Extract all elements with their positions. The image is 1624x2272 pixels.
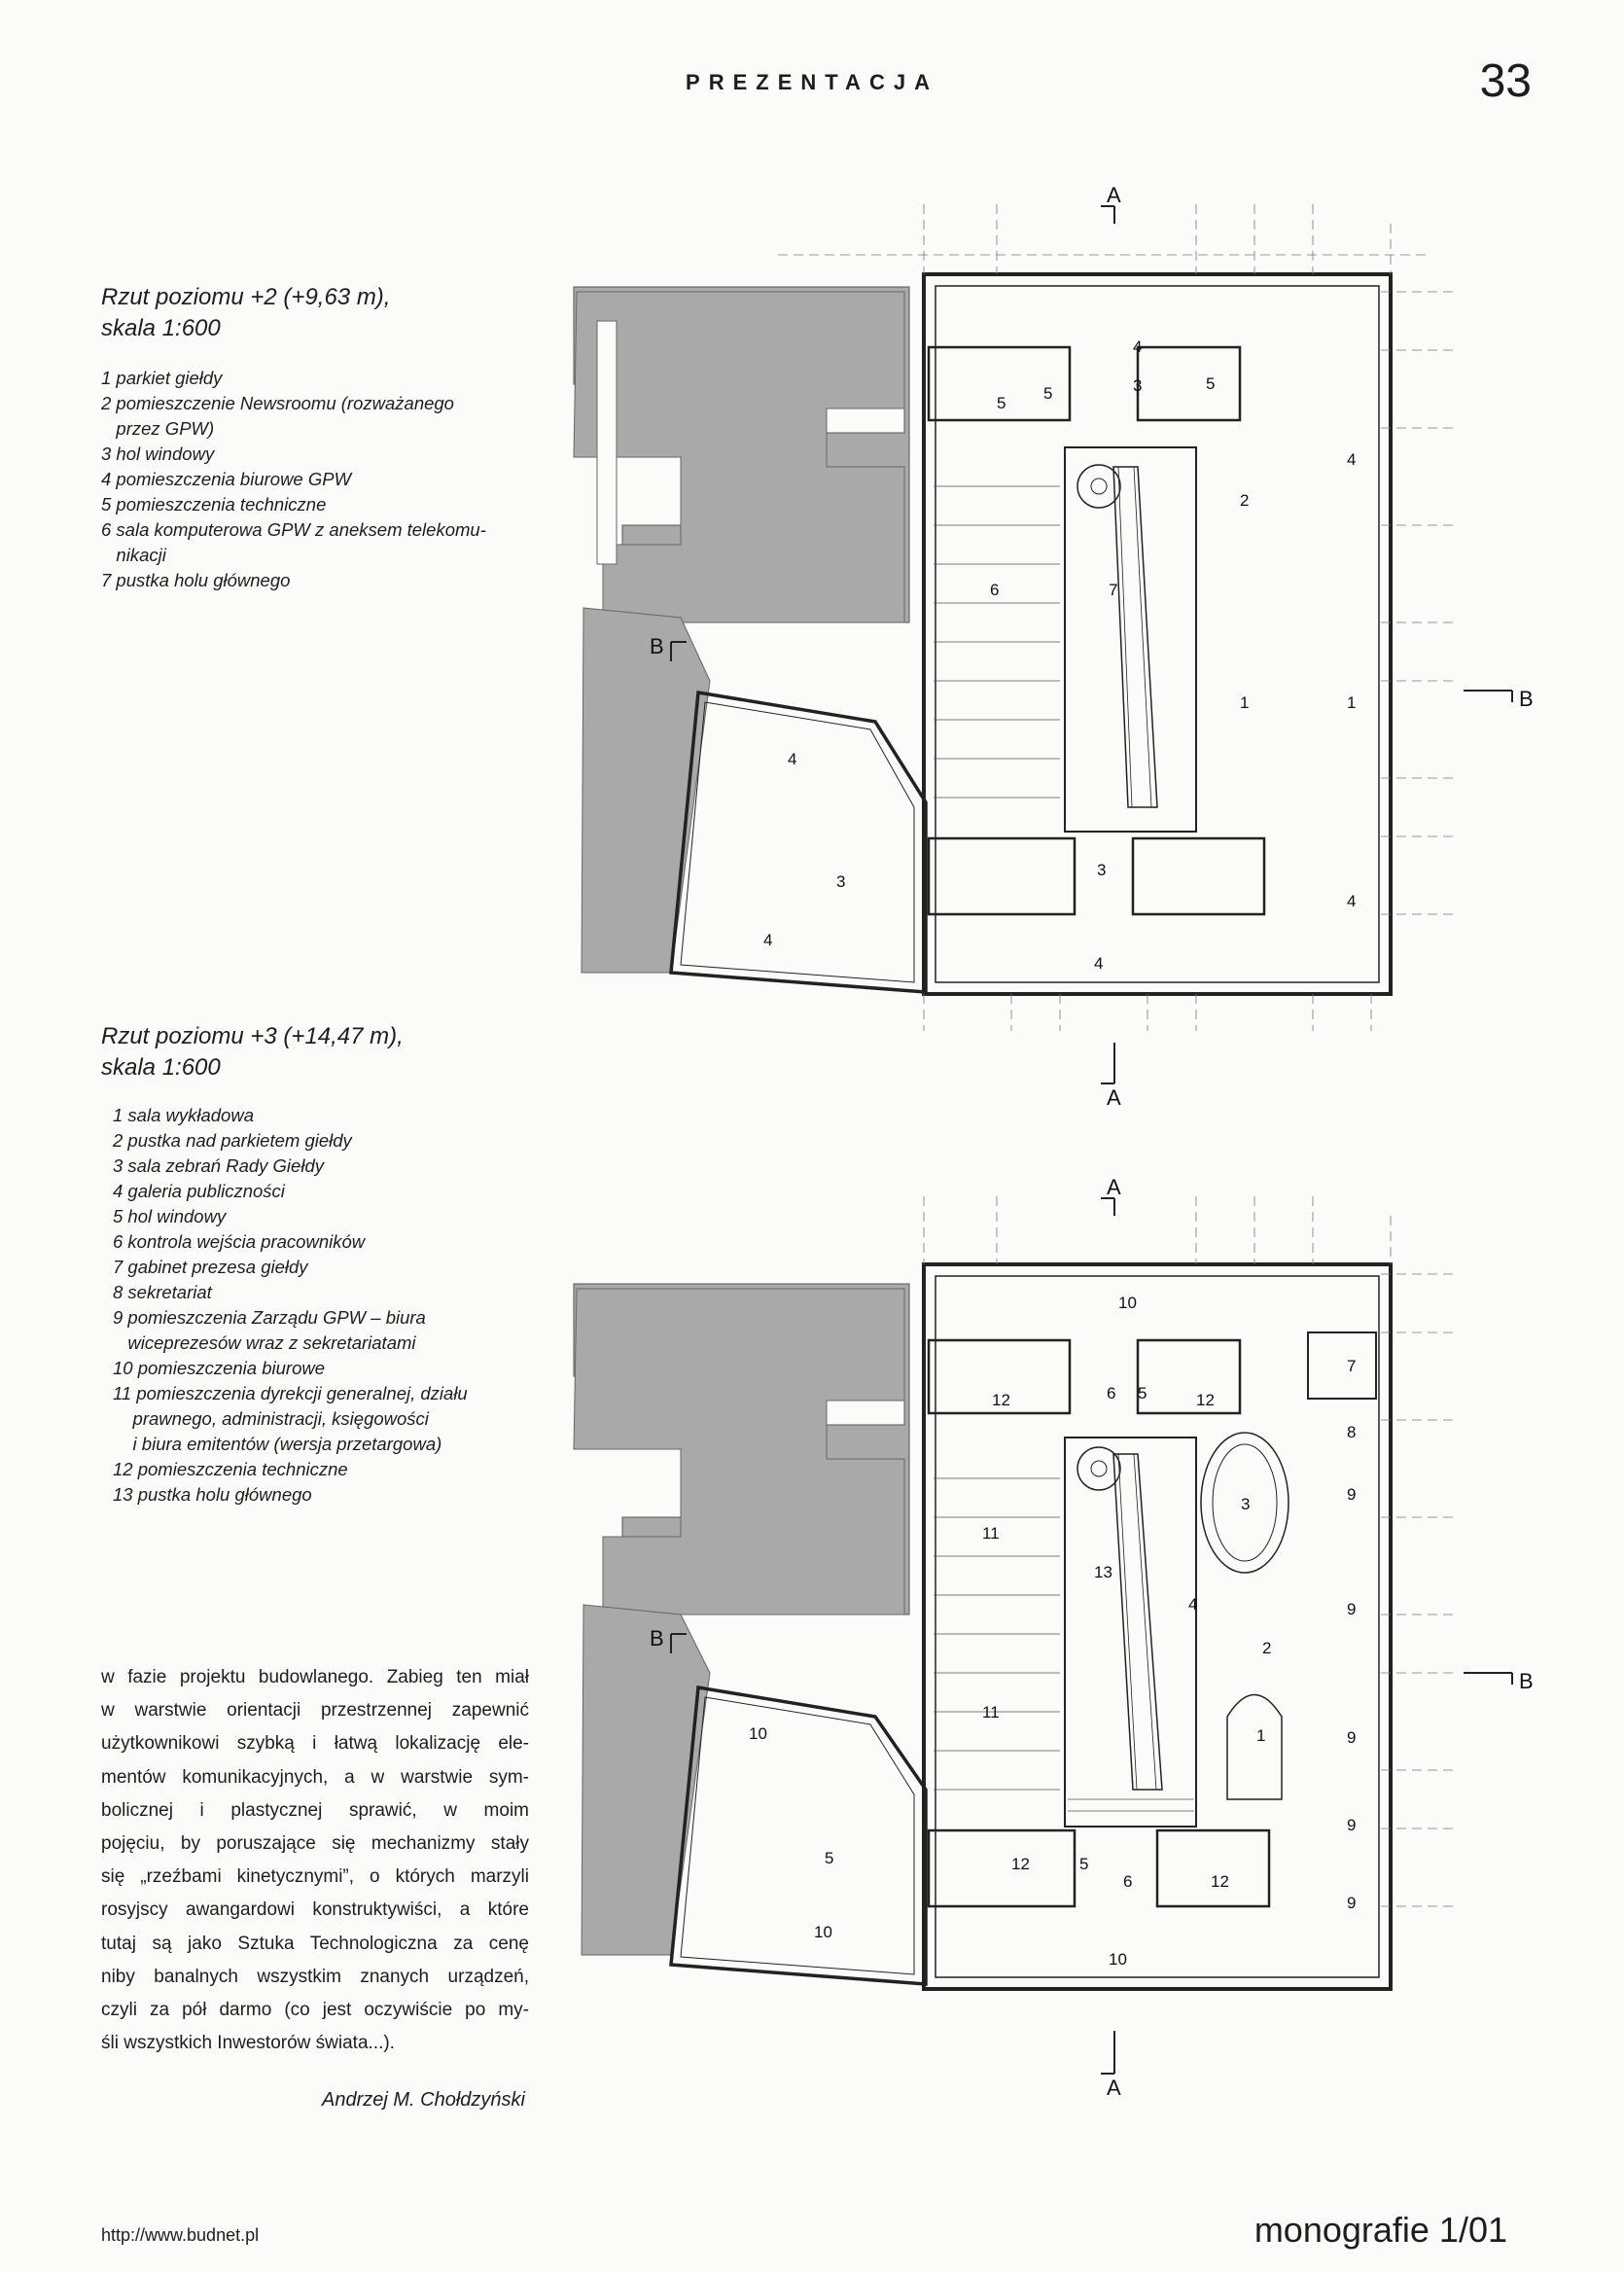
room-label: 5: [1043, 384, 1053, 403]
legend-item: 1 sala wykładowa: [113, 1105, 254, 1125]
room-label: 1: [1240, 693, 1250, 712]
legend-item: 4 pomieszczenia biurowe GPW: [101, 469, 352, 489]
room-label: 9: [1347, 1894, 1357, 1912]
room-label: 10: [1109, 1950, 1127, 1969]
room-label: 6: [1107, 1384, 1116, 1402]
article-line: w fazie projektu budowlanego. Zabieg ten miał: [101, 1667, 529, 1687]
article-line: tutaj są jako Sztuka Technologiczna za cenę: [101, 1933, 529, 1954]
legend-item: 2 pustka nad parkietem giełdy: [113, 1130, 352, 1151]
floor-plan-b: [574, 1196, 1512, 2074]
article-line: śli wszystkich Inwestorów świata...).: [101, 2033, 395, 2054]
room-label: 9: [1347, 1816, 1357, 1834]
room-label: 6: [990, 581, 1000, 599]
room-label: 13: [1094, 1563, 1112, 1581]
room-label: 10: [814, 1923, 832, 1941]
plan-b-title-line2: skala 1:600: [101, 1054, 221, 1081]
plan-b-section-b-left: B: [650, 1626, 664, 1651]
room-label: 7: [1347, 1357, 1357, 1375]
floor-plan-a: [574, 204, 1512, 1083]
room-label: 12: [992, 1391, 1010, 1409]
legend-item: 1 parkiet giełdy: [101, 368, 223, 388]
room-label: 11: [982, 1703, 1000, 1722]
article-line: niby banalnych wszystkim znanych urządzeń,: [101, 1966, 529, 1987]
footer-url: http://www.budnet.pl: [101, 2225, 260, 2245]
legend-item: 12 pomieszczenia techniczne: [113, 1459, 348, 1479]
legend-item: i biura emitentów (wersja przetargowa): [113, 1434, 442, 1454]
footer-magazine: monografie 1/01: [1253, 2210, 1507, 2250]
room-label: 7: [1109, 581, 1118, 599]
room-label: 11: [982, 1524, 1000, 1543]
room-label: 4: [763, 931, 773, 949]
room-label: 5: [1079, 1855, 1089, 1873]
legend-item: 13 pustka holu głównego: [113, 1484, 312, 1505]
room-label: 1: [1347, 693, 1357, 712]
article-line: mentów komunikacyjnych, a w warstwie sym-: [101, 1766, 529, 1788]
room-label: 12: [1211, 1872, 1229, 1891]
room-label: 4: [1133, 337, 1143, 356]
section-header: PREZENTACJA: [686, 70, 938, 94]
room-label: 5: [1138, 1384, 1147, 1402]
plan-b-section-a-top: A: [1107, 1175, 1121, 1199]
room-label: 5: [997, 394, 1006, 412]
legend-item: 4 galeria publiczności: [113, 1181, 285, 1201]
article-line: pojęciu, by poruszające się mechanizmy stały: [101, 1833, 529, 1855]
legend-item: 6 kontrola wejścia pracowników: [113, 1231, 366, 1252]
room-label: 5: [1206, 374, 1216, 393]
room-label: 1: [1256, 1726, 1266, 1745]
legend-item: 9 pomieszczenia Zarządu GPW – biura: [113, 1307, 426, 1328]
plan-a-section-b-right: B: [1519, 687, 1534, 711]
page-number: 33: [1479, 55, 1532, 107]
room-label: 12: [1196, 1391, 1215, 1409]
room-label: 4: [1347, 892, 1357, 910]
room-label: 6: [1123, 1872, 1133, 1891]
legend-item: 3 sala zebrań Rady Giełdy: [113, 1155, 324, 1176]
plan-b-section-b-right: B: [1519, 1669, 1534, 1693]
plan-a-section-a-bottom: A: [1107, 1085, 1121, 1110]
article-line: rosyjscy awangardowi konstruktywiści, a które: [101, 1899, 529, 1921]
plan-b-title-line1: Rzut poziomu +3 (+14,47 m),: [101, 1023, 404, 1049]
room-label: 10: [1118, 1294, 1137, 1312]
article-author: Andrzej M. Chołdzyński: [322, 2089, 525, 2111]
room-label: 3: [1133, 376, 1143, 395]
article-line: się „rzeźbami kinetycznymi”, o których marzyli: [101, 1866, 529, 1888]
legend-item: 3 hol windowy: [101, 444, 215, 464]
room-label: 3: [836, 872, 846, 891]
room-label: 9: [1347, 1485, 1357, 1504]
plan-a-title-line1: Rzut poziomu +2 (+9,63 m),: [101, 284, 391, 310]
plan-a-title-line2: skala 1:600: [101, 315, 221, 341]
legend-item: 6 sala komputerowa GPW z aneksem telekomu-: [101, 519, 486, 540]
room-label: 4: [788, 750, 797, 768]
legend-item: 5 pomieszczenia techniczne: [101, 494, 327, 515]
plan-a-section-b-left: B: [650, 634, 664, 658]
room-label: 9: [1347, 1728, 1357, 1747]
legend-item: nikacji: [101, 545, 166, 565]
legend-item: prawnego, administracji, księgowości: [113, 1408, 429, 1429]
room-label: 4: [1094, 954, 1104, 973]
article-line: bolicznej i plastycznej sprawić, w moim: [101, 1799, 529, 1821]
legend-item: 7 pustka holu głównego: [101, 570, 291, 590]
room-label: 9: [1347, 1600, 1357, 1618]
legend-item: 7 gabinet prezesa giełdy: [113, 1257, 308, 1277]
plan-a-section-a-top: A: [1107, 183, 1121, 207]
article-line: użytkownikowi szybką i łatwą lokalizację ele-: [101, 1733, 529, 1755]
legend-item: 2 pomieszczenie Newsroomu (rozważanego: [101, 393, 454, 413]
room-label: 2: [1262, 1639, 1272, 1657]
room-label: 4: [1347, 450, 1357, 469]
article-line: w warstwie orientacji przestrzennej zapewnić: [101, 1700, 529, 1722]
plan-b-section-a-bottom: A: [1107, 2076, 1121, 2100]
room-label: 5: [825, 1849, 834, 1867]
room-label: 10: [749, 1724, 767, 1743]
room-label: 2: [1240, 491, 1250, 510]
room-label: 3: [1097, 861, 1107, 879]
legend-item: 10 pomieszczenia biurowe: [113, 1358, 326, 1378]
article-line: czyli za pół darmo (co jest oczywiście po my-: [101, 2000, 529, 2021]
legend-item: przez GPW): [101, 418, 215, 439]
legend-item: wiceprezesów wraz z sekretariatami: [113, 1332, 416, 1353]
legend-item: 5 hol windowy: [113, 1206, 227, 1226]
room-label: 8: [1347, 1423, 1357, 1441]
room-label: 4: [1188, 1595, 1198, 1614]
room-label: 12: [1011, 1855, 1030, 1873]
legend-item: 8 sekretariat: [113, 1282, 212, 1302]
legend-item: 11 pomieszczenia dyrekcji generalnej, działu: [113, 1383, 468, 1403]
room-label: 3: [1241, 1495, 1251, 1513]
